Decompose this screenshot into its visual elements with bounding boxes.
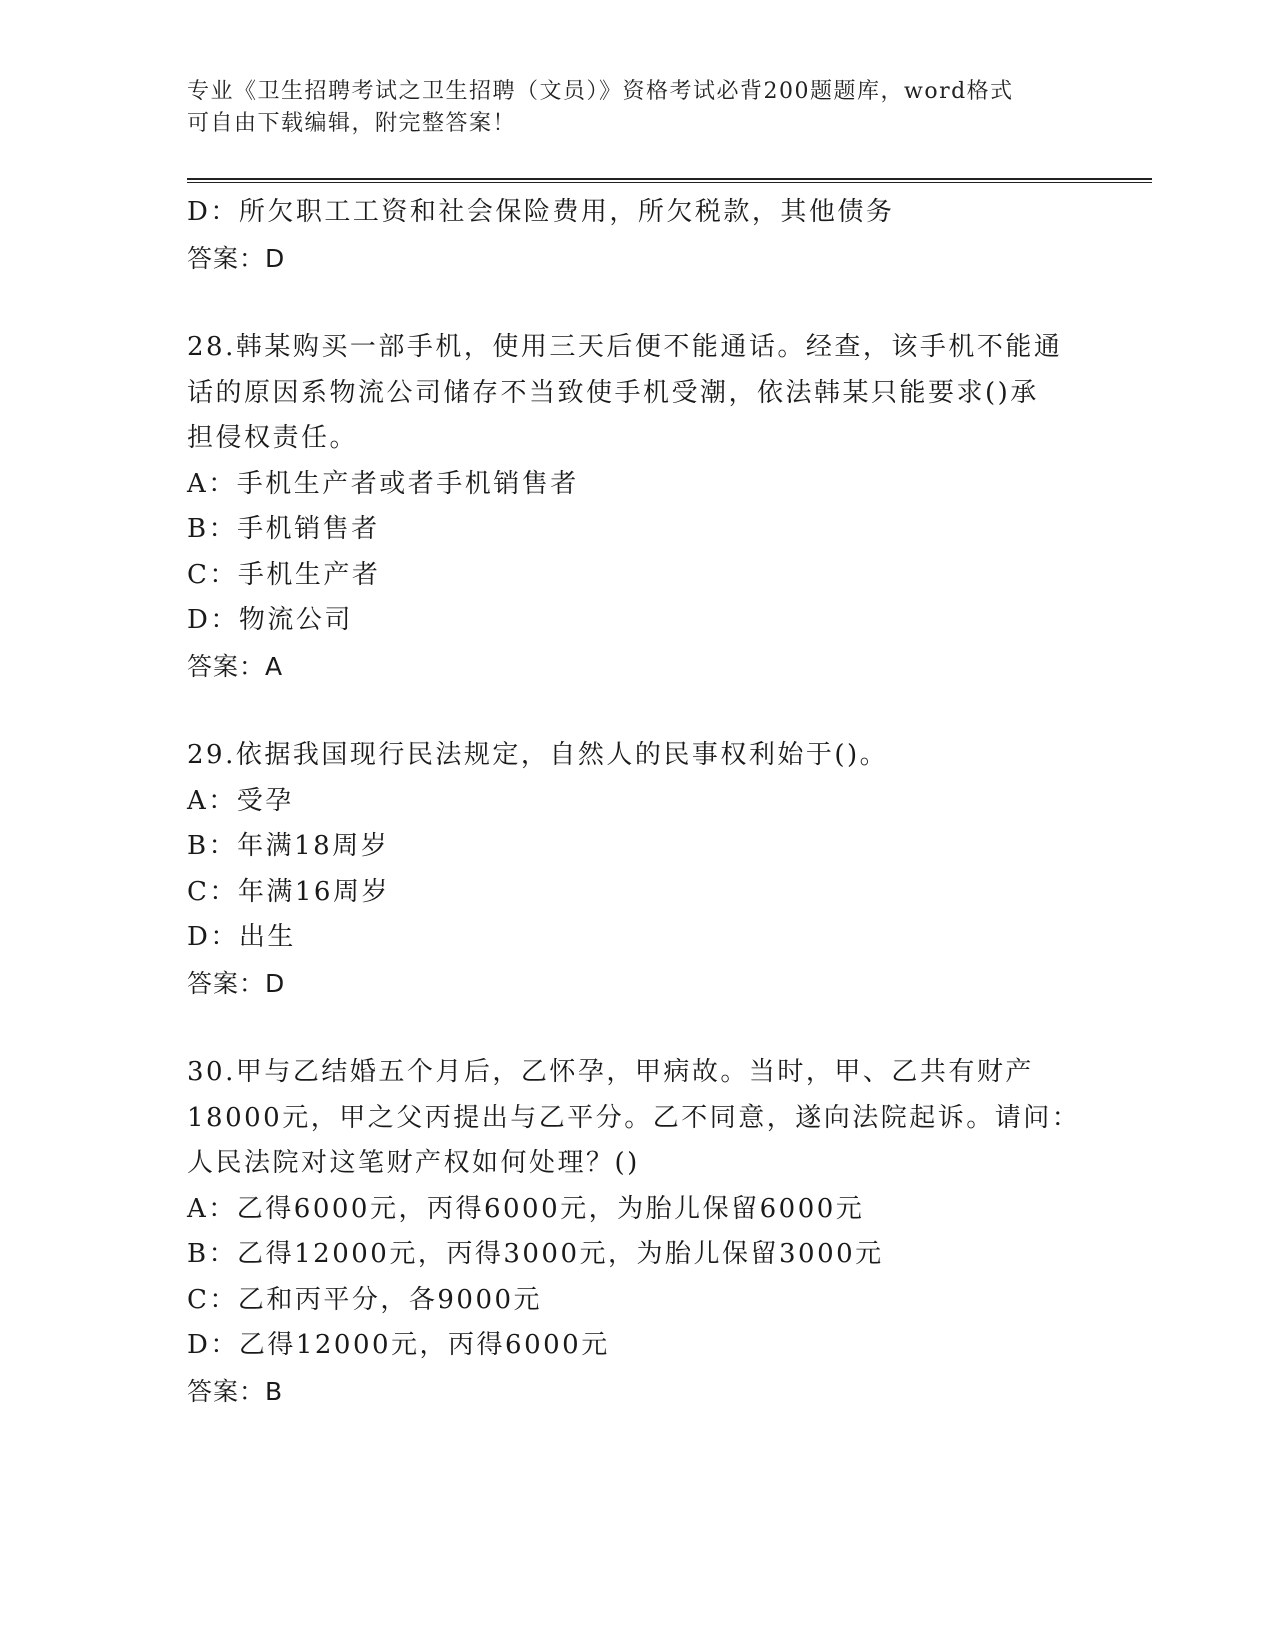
question-stem-line: 28.韩某购买一部手机，使用三天后便不能通话。经查，该手机不能通 [187, 332, 1063, 362]
answer: 答案：B [187, 1376, 284, 1406]
option-a: A：手机生产者或者手机销售者 [187, 468, 579, 499]
question-28 [187, 325, 1087, 689]
option-b: B：年满18周岁 [187, 831, 390, 861]
header-title-line-1: 专业《卫生招聘考试之卫生招聘（文员）》资格考试必背200题题库，word格式 [187, 79, 1014, 104]
question-29 [187, 733, 1087, 1006]
question-stem-line: 18000元，甲之父丙提出与乙平分。乙不同意，遂向法院起诉。请问： [187, 1102, 1081, 1133]
option-c: C：手机生产者 [187, 559, 381, 590]
question-stem-line: 担侵权责任。 [187, 423, 359, 453]
prev-answer: 答案：D [187, 243, 286, 273]
spacer [187, 281, 1087, 325]
option-a: A：乙得6000元，丙得6000元，为胎儿保留6000元 [187, 1193, 865, 1224]
question-stem-line: 人民法院对这笔财产权如何处理？() [187, 1148, 640, 1178]
answer: 答案：A [187, 651, 284, 681]
option-c: C：年满16周岁 [187, 876, 390, 907]
option-c: C：乙和丙平分，各9000元 [187, 1284, 543, 1315]
option-d: D：乙得12000元，丙得6000元 [187, 1330, 610, 1360]
question-30 [187, 1050, 1087, 1414]
header-title-line-2: 可自由下载编辑，附完整答案！ [187, 111, 517, 136]
option-d: D：出生 [187, 922, 296, 952]
answer: 答案：D [187, 968, 286, 998]
page-header [187, 76, 1067, 140]
question-stem-line: 29.依据我国现行民法规定，自然人的民事权利始于()。 [187, 740, 889, 770]
spacer [187, 1006, 1087, 1050]
option-a: A：受孕 [187, 785, 294, 816]
question-stem-line: 话的原因系物流公司储存不当致使手机受潮，依法韩某只能要求()承 [187, 377, 1039, 408]
option-d: D：物流公司 [187, 605, 353, 635]
header-divider [187, 178, 1152, 183]
spacer [187, 689, 1087, 733]
option-b: B：乙得12000元，丙得3000元，为胎儿保留3000元 [187, 1239, 884, 1269]
option-b: B：手机销售者 [187, 514, 380, 544]
question-content [187, 190, 1087, 1414]
prev-option-d: D：所欠职工工资和社会保险费用，所欠税款，其他债务 [187, 197, 895, 227]
question-stem-line: 30.甲与乙结婚五个月后，乙怀孕，甲病故。当时，甲、乙共有财产 [187, 1057, 1034, 1087]
